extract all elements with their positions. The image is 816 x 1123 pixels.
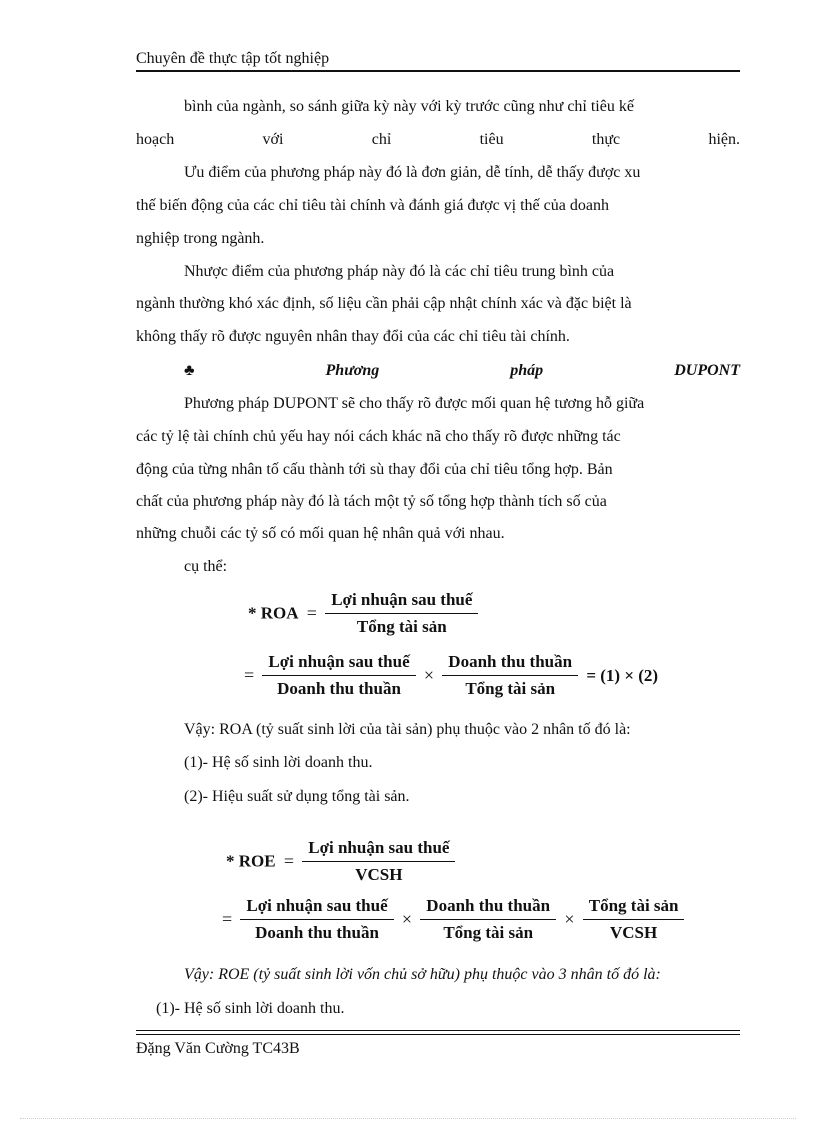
- roe-formula-line2: = $\frac{\text{Lợi nhuận sau thuế}}{\text{Doanh thu thuần}}$ × $\frac{\text{Doanh thu thuần}}{\text{Tổng tài sản}}$ × $\frac{\text{Tổng tài sản}}{\text{VCSH}}$: [218, 896, 684, 943]
- roa-fraction-2: $\frac{\text{Doanh thu thuần}}{\text{Tổng tài sản}}$: [442, 652, 578, 699]
- page-header: [136, 48, 740, 72]
- roe-formula-line1: * ROE = $\frac{\text{Lợi nhuận sau thuế}}{\text{VCSH}}$: [226, 838, 455, 885]
- roe-fraction: $\frac{\text{Lợi nhuận sau thuế}}{\text{VCSH}}$: [302, 838, 455, 885]
- paragraph-line: Nhược điểm của phương pháp này đó là các chỉ tiêu trung bình của: [184, 263, 615, 280]
- roe-fraction-3: $\frac{\text{Tổng tài sản}}{\text{VCSH}}$: [583, 896, 685, 943]
- paragraph-line: (1)- Hệ số sinh lời doanh thu.: [156, 1000, 345, 1017]
- footer-rule-secondary: [136, 1034, 740, 1035]
- paragraph-line: (2)- Hiệu suất sử dụng tổng tài sản.: [184, 788, 410, 805]
- roa-fraction-1: $\frac{\text{Lợi nhuận sau thuế}}{\text{Doanh thu thuần}}$: [262, 652, 415, 699]
- paragraph-line: ngành thường khó xác định, số liệu cần phải cập nhật chính xác và đặc biệt là: [136, 295, 632, 312]
- page-footer: Đặng Văn Cường TC43B: [136, 1040, 300, 1057]
- paragraph-line: Vậy: ROA (tỷ suất sinh lời của tài sản) phụ thuộc vào 2 nhân tố đó là:: [184, 721, 631, 738]
- roa-fraction: $\frac{\text{Lợi nhuận sau thuế}}{\text{Tổng tài sản}}$: [325, 590, 478, 637]
- paragraph-line: động của từng nhân tố cấu thành tới sù thay đổi của chỉ tiêu tổng hợp. Bản: [136, 461, 613, 478]
- club-icon: ♣: [184, 362, 195, 379]
- header-title: Chuyên đề thực tập tốt nghiệp: [136, 50, 330, 67]
- paragraph-line: những chuỗi các tỷ số có mối quan hệ nhân quả với nhau.: [136, 525, 505, 542]
- paragraph-line: Phương pháp DUPONT sẽ cho thấy rõ được mối quan hệ tương hỗ giữa: [184, 395, 645, 412]
- paragraph-line: chất của phương pháp này đó là tách một tỷ số tổng hợp thành tích số của: [136, 493, 607, 510]
- roe-fraction-1: $\frac{\text{Lợi nhuận sau thuế}}{\text{Doanh thu thuần}}$: [240, 896, 393, 943]
- paragraph-line: không thấy rõ được nguyên nhân thay đổi của các chỉ tiêu tài chính.: [136, 328, 570, 345]
- footer-rule: [136, 1030, 740, 1031]
- paragraph-line: thế biến động của các chỉ tiêu tài chính và đánh giá được vị thế của doanh: [136, 197, 609, 214]
- paragraph-line-justified: hoạch với chỉ tiêu thực hiện.: [136, 131, 740, 148]
- roe-fraction-2: $\frac{\text{Doanh thu thuần}}{\text{Tổng tài sản}}$: [420, 896, 556, 943]
- paragraph-line: bình của ngành, so sánh giữa kỳ này với kỳ trước cũng như chỉ tiêu kế: [184, 98, 634, 115]
- paragraph-line: (1)- Hệ số sinh lời doanh thu.: [184, 754, 373, 771]
- paragraph-line: Ưu điểm của phương pháp này đó là đơn giản, dễ tính, dễ thấy được xu: [184, 164, 641, 181]
- page-bottom-border: [20, 1118, 796, 1119]
- roa-formula-line2: = $\frac{\text{Lợi nhuận sau thuế}}{\text{Doanh thu thuần}}$ × $\frac{\text{Doanh thu thuần}}{\text{Tổng tài sản}}$ = (1) × (2): [244, 652, 659, 698]
- paragraph-line: Vậy: ROE (tỷ suất sinh lời vốn chủ sở hữu) phụ thuộc vào 3 nhân tố đó là:: [184, 966, 661, 983]
- paragraph-line: nghiệp trong ngành.: [136, 230, 265, 247]
- paragraph-line: cụ thể:: [184, 558, 228, 575]
- roa-formula-line1: * ROA = $\frac{\text{Lợi nhuận sau thuế}}{\text{Tổng tài sản}}$: [248, 590, 478, 637]
- paragraph-line: các tỷ lệ tài chính chủ yếu hay nói cách khác nã cho thấy rõ được những tác: [136, 428, 621, 445]
- section-heading: ♣ Phương pháp DUPONT: [136, 359, 740, 383]
